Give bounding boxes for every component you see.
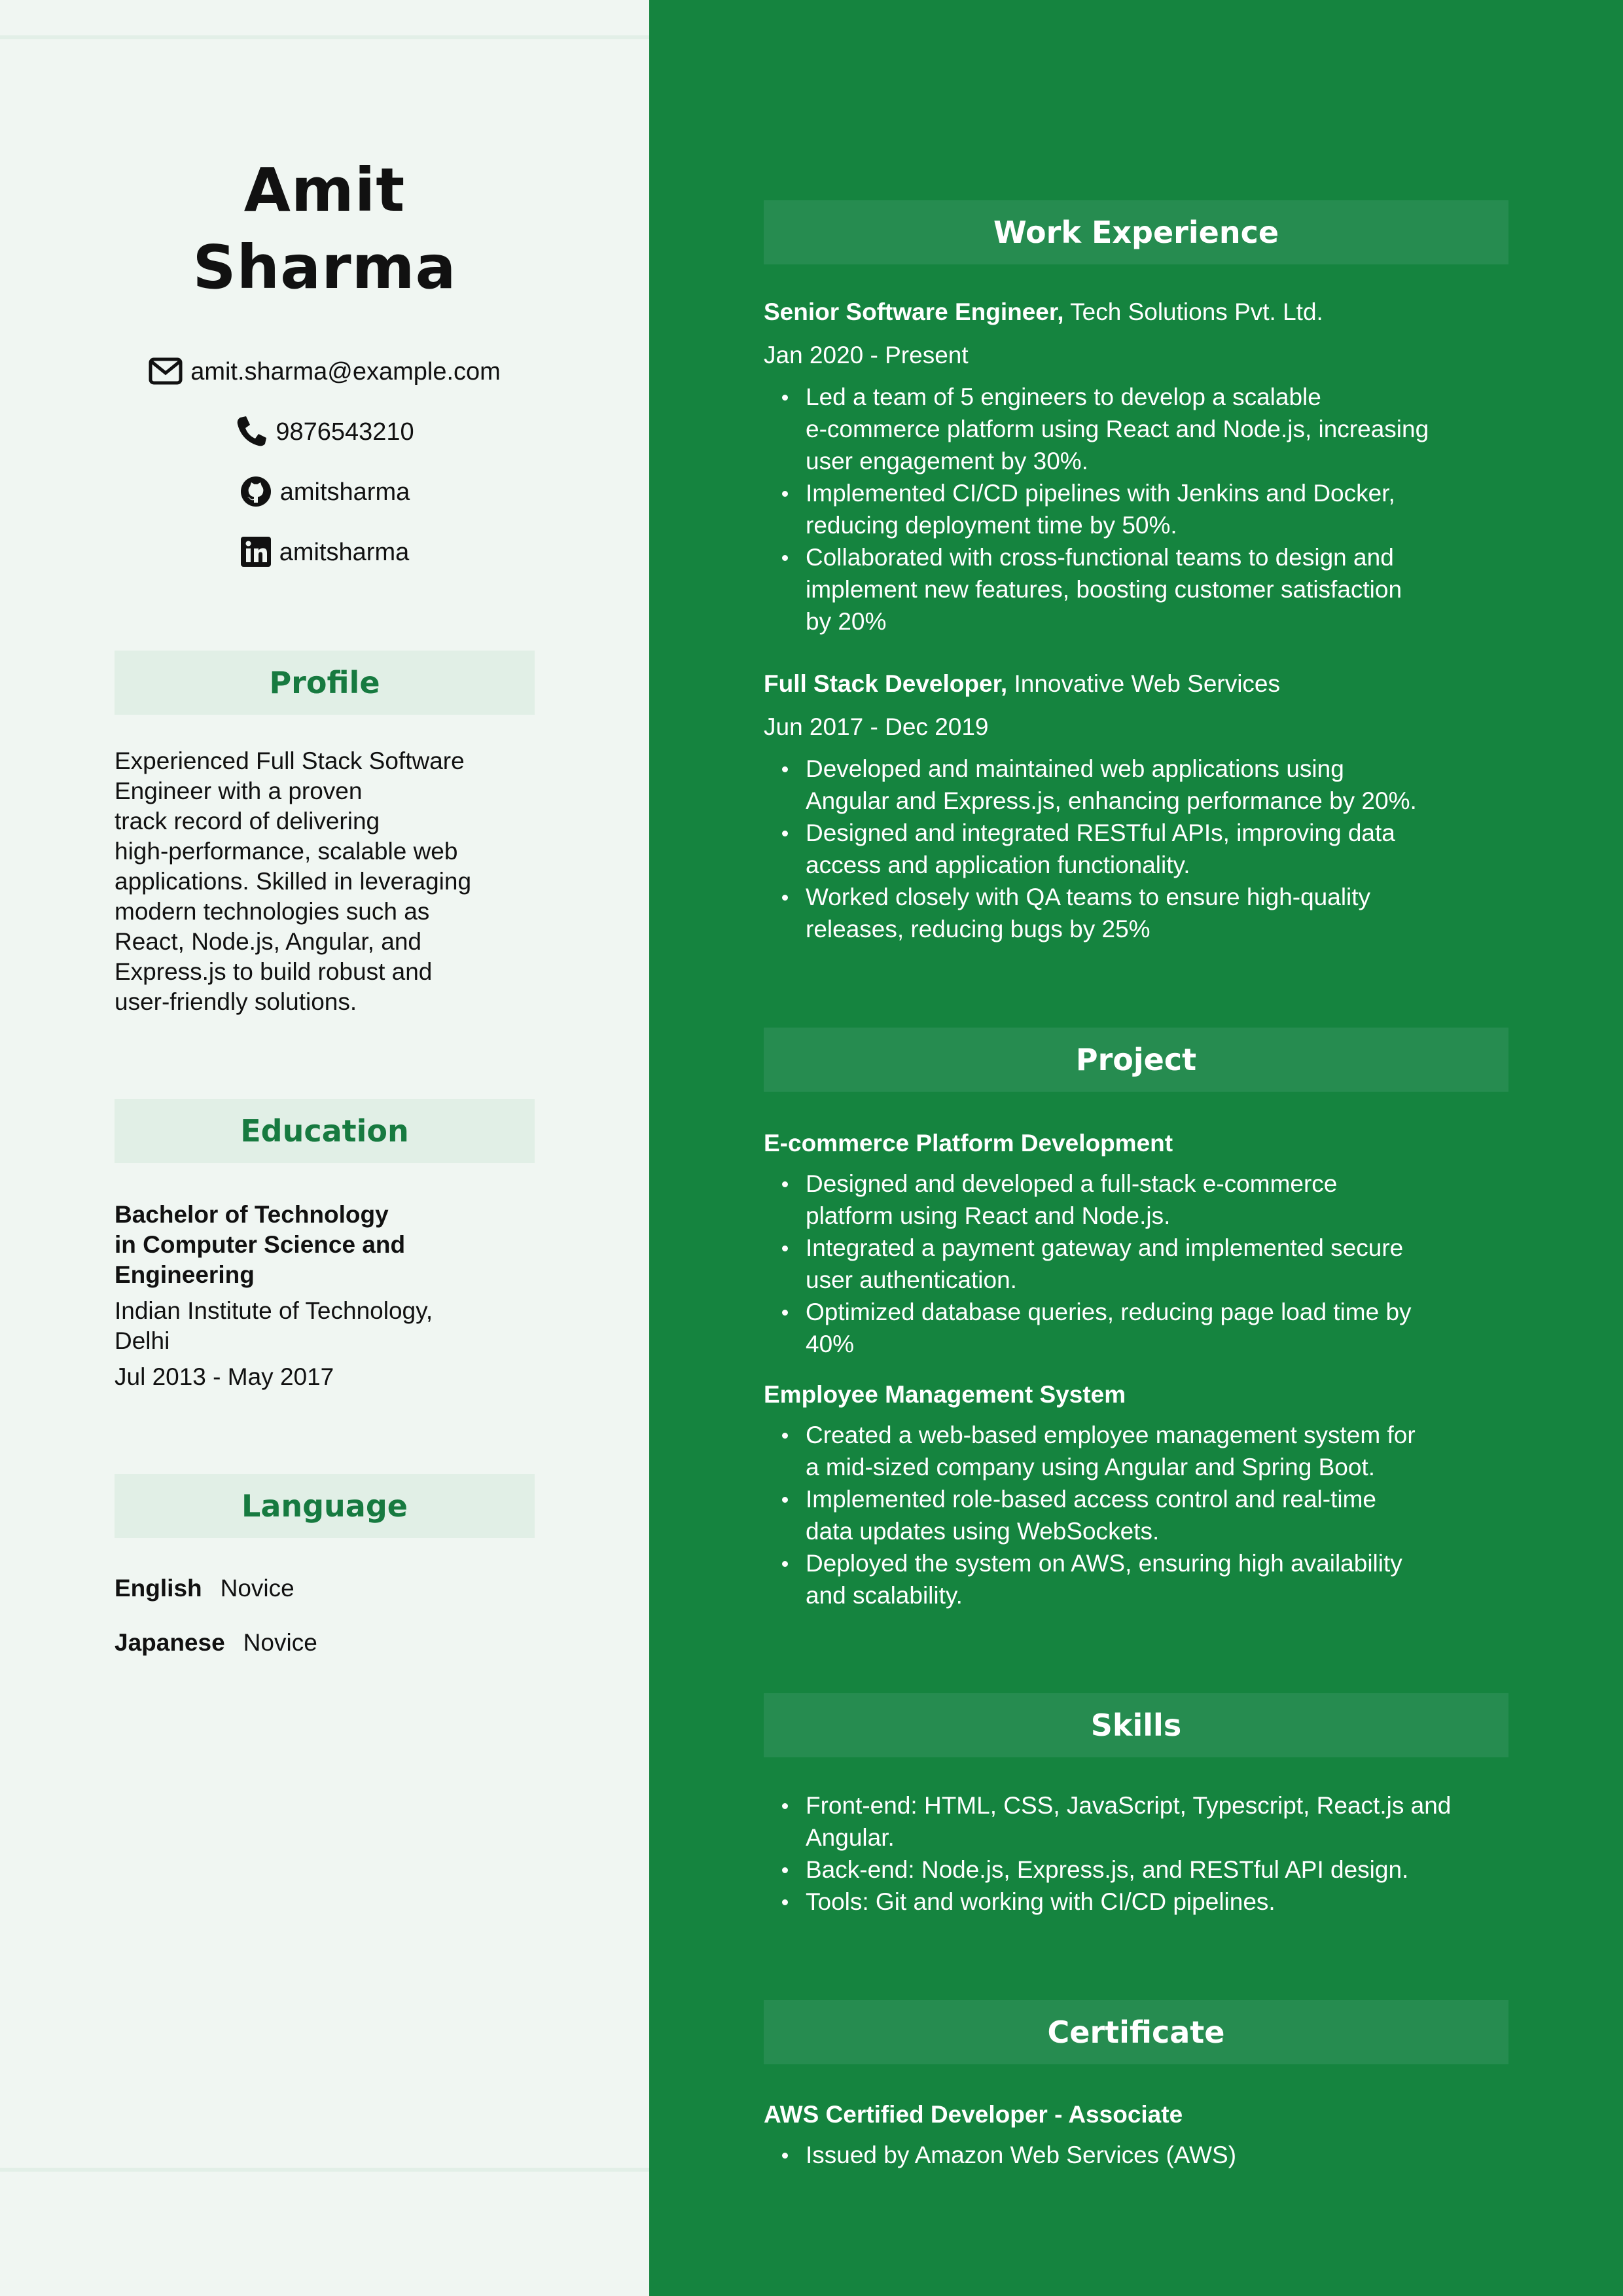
list-item [764,477,1516,541]
bullet-line: Front-end: HTML, CSS, JavaScript, Typescript, React.js and [806,1792,1452,1819]
bullet-line: Designed and integrated RESTful APIs, improving data [806,819,1395,846]
bullet-line: e-commerce platform using React and Node.js, increasing [806,416,1429,442]
bullet-line: Implemented role-based access control and real-time [806,1486,1376,1513]
language-level: Novice [243,1629,317,1656]
job-dates: Jan 2020 - Present [764,342,969,368]
skills-heading: Skills [764,1693,1508,1757]
github-icon [240,475,272,508]
profile-line: Express.js to build robust and [115,958,433,985]
language-item [115,1573,294,1604]
work-heading: Work Experience [764,200,1508,264]
profile-line: modern technologies such as [115,898,430,925]
language-item [115,1628,317,1658]
bullet-line: data updates using WebSockets. [806,1518,1160,1545]
certificate-title [764,2098,1516,2130]
bullet-line: platform using React and Node.js. [806,1202,1171,1229]
certificate-bullets [764,2139,1516,2171]
job-bullets [764,753,1516,945]
bottom-divider [0,2168,649,2172]
language-level: Novice [220,1575,294,1602]
bullet-line: Angular and Express.js, enhancing performance by 20%. [806,787,1417,814]
profile-summary [115,746,535,1017]
job-company: Innovative Web Services [1014,670,1281,697]
bullet-line: releases, reducing bugs by 25% [806,916,1150,942]
list-item [764,1483,1516,1547]
bullet-line: Developed and maintained web applications using [806,755,1344,782]
school-line: Indian Institute of Technology, [115,1297,433,1324]
email-text: amit.sharma@example.com [190,358,501,386]
job-title-line [764,296,1516,328]
language-name: Japanese [115,1629,225,1656]
bullet-line: a mid-sized company using Angular and Spring Boot. [806,1454,1376,1480]
school-line: Delhi [115,1327,170,1354]
profile-line: React, Node.js, Angular, and [115,928,421,955]
job-title: Senior Software Engineer, [764,298,1064,325]
bullet-line: by 20% [806,608,887,635]
list-item [764,381,1516,477]
language-name: English [115,1575,202,1602]
list-item [764,817,1516,881]
bullet-line: access and application functionality. [806,852,1190,878]
degree-line: Engineering [115,1261,255,1288]
contact-phone[interactable] [0,415,649,449]
project-title [764,1378,1516,1410]
bullet-line: Implemented CI/CD pipelines with Jenkins and Docker, [806,480,1395,507]
list-item [764,1886,1516,1918]
degree-line: in Computer Science and [115,1231,406,1258]
name-first: Amit [243,155,406,225]
education-dates: Jul 2013 - May 2017 [115,1363,334,1390]
list-item [764,1296,1516,1360]
profile-line: Experienced Full Stack Software [115,747,465,774]
list-item [764,753,1516,817]
linkedin-icon [240,536,272,567]
candidate-name [0,152,649,306]
bullet-line: user engagement by 30%. [806,448,1088,475]
bullet-line: 40% [806,1331,855,1357]
bullet-line: implement new features, boosting customer satisfaction [806,576,1402,603]
project-title [764,1127,1516,1159]
bullet-line: Angular. [806,1824,895,1851]
name-last: Sharma [192,232,457,302]
list-item [764,881,1516,945]
education-degree [115,1200,533,1290]
bullet-line: Issued by Amazon Web Services (AWS) [806,2142,1237,2168]
bullet-line: Collaborated with cross-functional teams to design and [806,544,1394,571]
bullet-line: Created a web-based employee management system for [806,1422,1416,1448]
job-title: Full Stack Developer, [764,670,1008,697]
degree-line: Bachelor of Technology [115,1201,389,1228]
job-title-line [764,668,1516,700]
top-divider [0,35,649,39]
bullet-line: Optimized database queries, reducing page load time by [806,1299,1412,1325]
linkedin-text: amitsharma [279,539,410,566]
bullet-line: Worked closely with QA teams to ensure high-quality [806,884,1371,910]
job-company: Tech Solutions Pvt. Ltd. [1070,298,1323,325]
profile-heading: Profile [115,651,535,715]
bullet-line: user authentication. [806,1266,1017,1293]
profile-line: user-friendly solutions. [115,988,357,1015]
education-school [115,1296,533,1356]
bullet-line: Deployed the system on AWS, ensuring high availability [806,1550,1402,1577]
job-bullets [764,381,1516,637]
project-bullets [764,1419,1516,1611]
project-title-text: E-commerce Platform Development [764,1130,1173,1157]
envelope-icon [149,357,183,385]
profile-line: applications. Skilled in leveraging [115,868,472,895]
phone-text: 9876543210 [276,418,414,446]
list-item [764,1168,1516,1232]
list-item [764,2139,1516,2171]
phone-icon [235,415,268,448]
list-item [764,1789,1516,1854]
list-item [764,1419,1516,1483]
skills-bullets [764,1789,1516,1918]
contact-email[interactable] [0,355,649,389]
profile-line: high-performance, scalable web [115,838,458,865]
bullet-line: Tools: Git and working with CI/CD pipelines. [806,1888,1275,1915]
bullet-line: Designed and developed a full-stack e-commerce [806,1170,1338,1197]
profile-line: Engineer with a proven [115,778,363,804]
list-item [764,1854,1516,1886]
bullet-line: reducing deployment time by 50%. [806,512,1177,539]
project-bullets [764,1168,1516,1360]
list-item [764,1547,1516,1611]
list-item [764,541,1516,637]
left-sidebar [0,0,649,2296]
bullet-line: Integrated a payment gateway and implemented secure [806,1234,1404,1261]
language-heading: Language [115,1474,535,1538]
job-dates: Jun 2017 - Dec 2019 [764,713,989,740]
bullet-line: and scalability. [806,1582,963,1609]
certificate-title-text: AWS Certified Developer - Associate [764,2101,1183,2128]
education-heading: Education [115,1099,535,1163]
project-title-text: Employee Management System [764,1381,1126,1408]
bullet-line: Back-end: Node.js, Express.js, and RESTful API design. [806,1856,1409,1883]
contact-github[interactable] [0,475,649,509]
certificate-heading: Certificate [764,2000,1508,2064]
project-heading: Project [764,1028,1508,1092]
profile-line: track record of delivering [115,808,380,834]
bullet-line: Led a team of 5 engineers to develop a scalable [806,384,1321,410]
github-text: amitsharma [279,478,410,506]
list-item [764,1232,1516,1296]
contact-linkedin[interactable] [0,535,649,569]
